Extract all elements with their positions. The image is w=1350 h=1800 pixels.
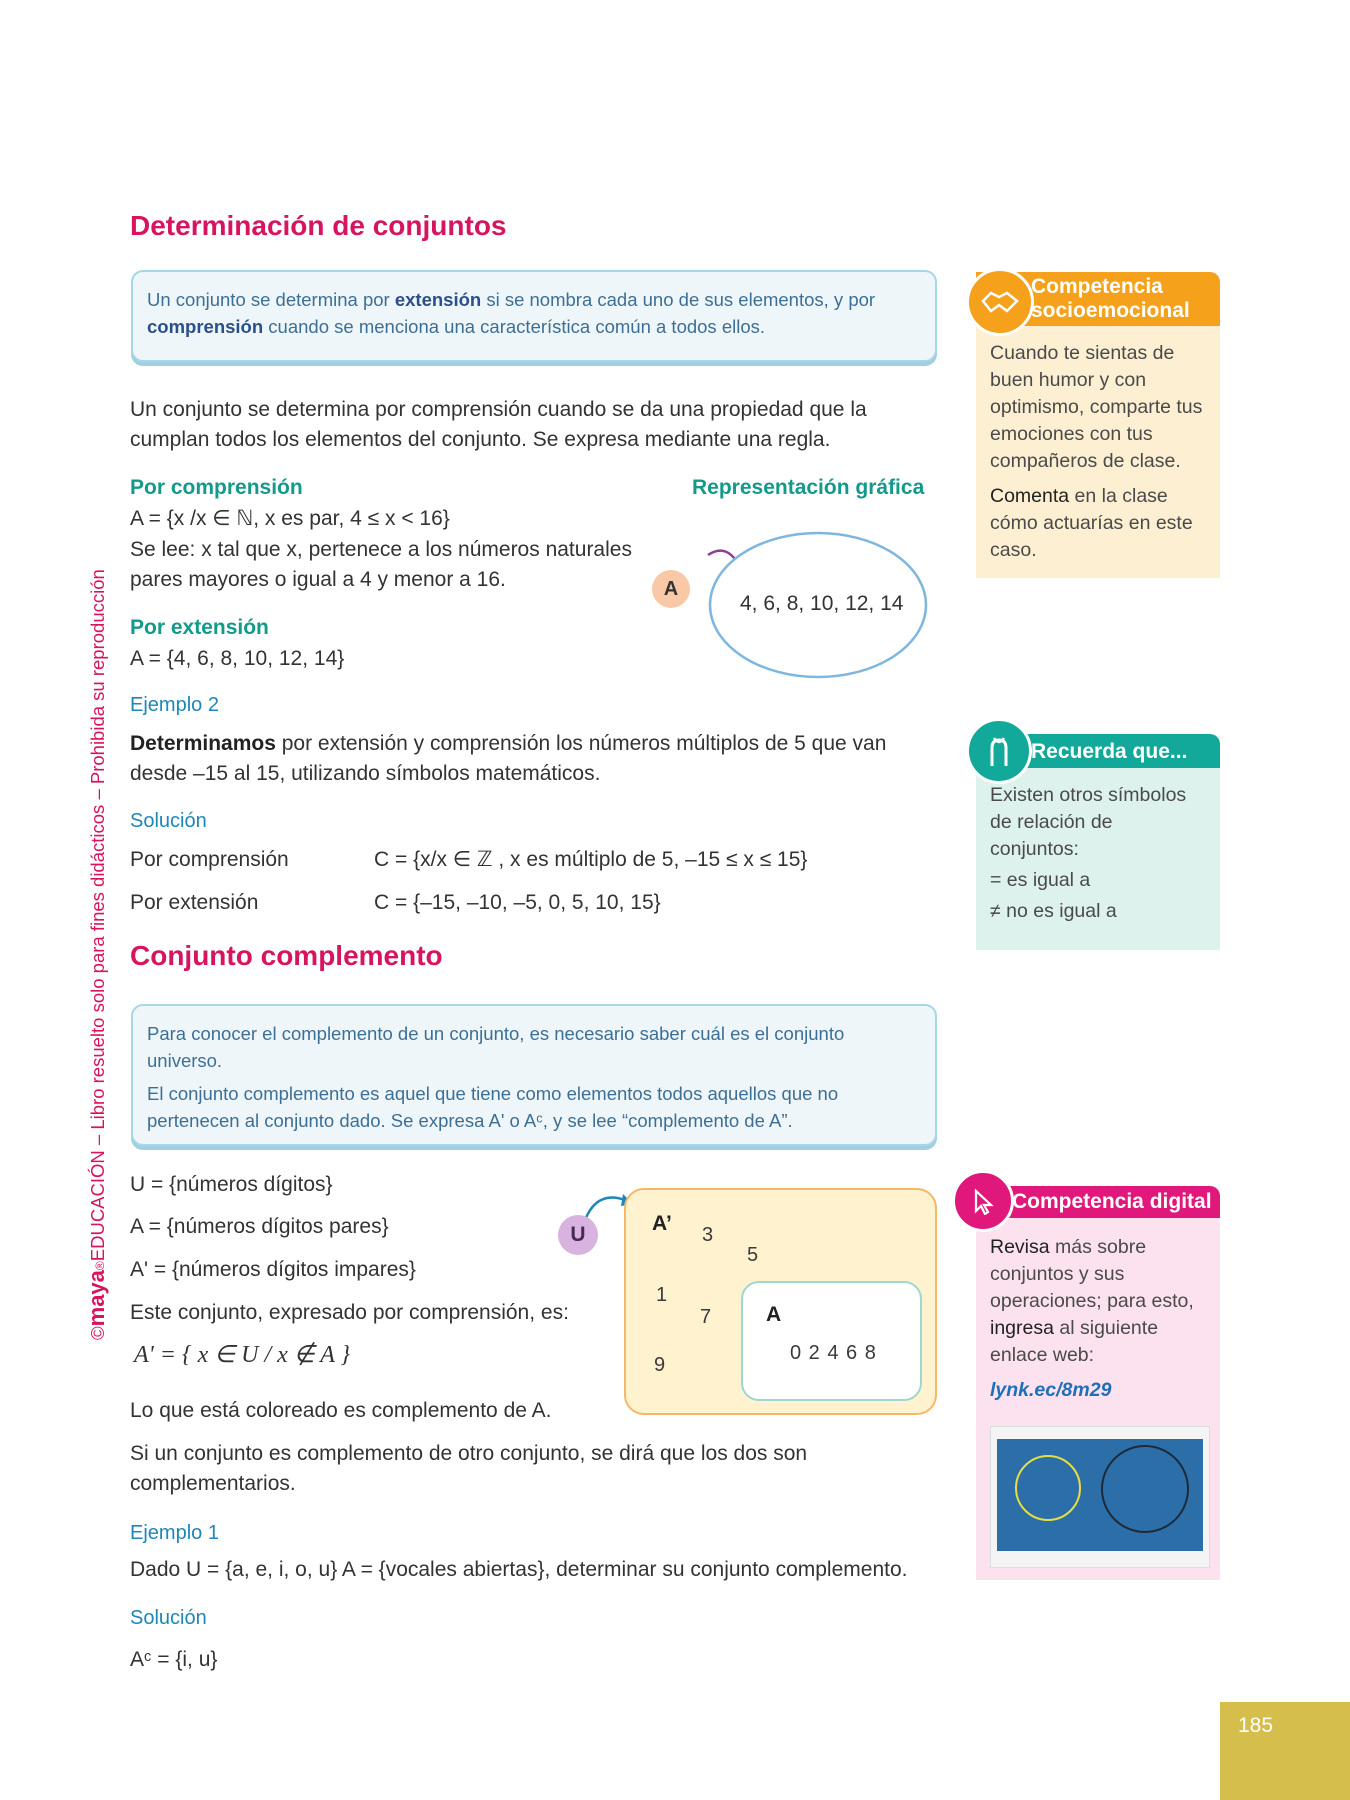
ejemplo-1-statement: Dado U = {a, e, i, o, u} A = {vocales abiertas}, determinar su conjunto complemento. [130,1558,908,1581]
venn-element: 9 [654,1354,666,1376]
ejemplo-1-solucion-label: Solución [130,1607,207,1629]
colored-note: Lo que está coloreado es complemento de A. [130,1399,552,1422]
page-number: 185 [1238,1714,1274,1737]
ejemplo-2-ext-label: Por extensión [130,891,259,914]
concept-paragraph-1: Para conocer el complemento de un conjunto, es necesario saber cuál es el conjunto universo. [147,1023,845,1071]
label-por-comprension: Por comprensión [130,476,303,499]
digital-link[interactable]: lynk.ec/8m29 [990,1379,1112,1401]
venn-element: 7 [700,1306,712,1328]
read-line-2: pares mayores o igual a 4 y menor a 16. [130,568,506,591]
universe-badge: U [558,1215,598,1255]
ejemplo-1-label: Ejemplo 1 [130,1522,219,1544]
complement-formula: A' = { x ∈ U / x ∉ A } [134,1342,351,1368]
label-por-extension: Por extensión [130,616,269,639]
complementary-note: Si un conjunto es complemento de otro conjunto, se dirá que los dos son complementarios. [130,1442,808,1495]
page-number-tab [1220,1702,1350,1800]
venn-elements: 4, 6, 8, 10, 12, 14 [740,592,904,615]
concept-paragraph-2: El conjunto complemento es aquel que tiene como elementos todos aquellos que no pertenecen al conjunto dado. Se expresa A' o Aᶜ, y se lee “complemento de A”. [147,1083,839,1131]
section-title-determinacion: Determinación de conjuntos [130,210,507,241]
venn-a-elements: 0 2 4 6 8 [790,1342,877,1364]
recuerda-body: Existen otros símbolos de relación de conjuntos: = es igual a ≠ no es igual a [990,784,1187,922]
venn-element: 5 [747,1244,759,1266]
venn-element: 3 [702,1224,714,1246]
venn-set-a-box [741,1281,922,1401]
ejemplo-2-ext-value: C = {–15, –10, –5, 0, 5, 10, 15} [374,891,661,914]
video-circle-right [1101,1445,1189,1533]
venn-element: 1 [656,1284,668,1306]
ejemplo-2-solucion-label: Solución [130,810,207,832]
recuerda-title: Recuerda que... [1031,740,1188,763]
venn-a-label: A [766,1303,782,1326]
label-representacion-grafica: Representación gráfica [692,476,925,499]
comprension-intro: Este conjunto, expresado por comprensión, es: [130,1301,569,1324]
copyright-vertical-text: ©maya®EDUCACIÓN – Libro resuelto solo para fines didácticos – Prohibida su reproducción [84,569,109,1340]
set-a-badge: A [652,570,690,608]
handshake-icon [966,268,1034,336]
socio-title: Competencia socioemocional [1031,275,1190,322]
video-frame [997,1439,1203,1551]
video-thumbnail[interactable] [990,1426,1210,1568]
intro-paragraph: Un conjunto se determina por comprensión cuando se da una propiedad que la cumplan todos los elementos del conjunto. Se expresa mediante una regla. [130,398,867,451]
venn-ac-label: A’ [652,1212,672,1235]
read-line-1: Se lee: x tal que x, pertenece a los números naturales [130,538,632,561]
ac-definition: A' = {números dígitos impares} [130,1258,416,1281]
ejemplo-2-label: Ejemplo 2 [130,694,219,716]
a-definition: A = {números dígitos pares} [130,1215,389,1238]
ejemplo-2-comp-value: C = {x/x ∈ ℤ , x es múltiplo de 5, –15 ≤ x ≤ 15} [374,848,808,871]
concept-box-determinacion: Un conjunto se determina por extensión si se nombra cada uno de sus elementos, y por comprensión cuando se menciona una característica común a todos ellos. [131,270,937,362]
digital-body: Revisa más sobre conjuntos y sus operaciones; para esto, ingresa al siguiente enlace web: lynk.ec/8m29 [976,1224,1220,1414]
section-title-complemento: Conjunto complemento [130,940,443,971]
digital-title: Competencia digital [1012,1190,1212,1213]
ejemplo-1-answer: Aᶜ = {i, u} [130,1648,218,1671]
u-definition: U = {números dígitos} [130,1173,333,1196]
set-rule: A = {x /x ∈ ℕ, x es par, 4 ≤ x < 16} [130,507,450,530]
concept-box-complemento [131,1004,937,1146]
cursor-icon [952,1170,1014,1232]
set-extension: A = {4, 6, 8, 10, 12, 14} [130,647,345,670]
socio-body: Cuando te sientas de buen humor y con optimismo, comparte tus emociones con tus compañeros de clase. Comenta en la clase cómo actuarías en este caso. [990,342,1203,561]
ejemplo-2-statement: Determinamos por extensión y comprensión los números múltiplos de 5 que van desde –15 al 15, utilizando símbolos matemáticos. [130,732,887,785]
ejemplo-2-comp-label: Por comprensión [130,848,289,871]
video-circle-left [1015,1455,1081,1521]
